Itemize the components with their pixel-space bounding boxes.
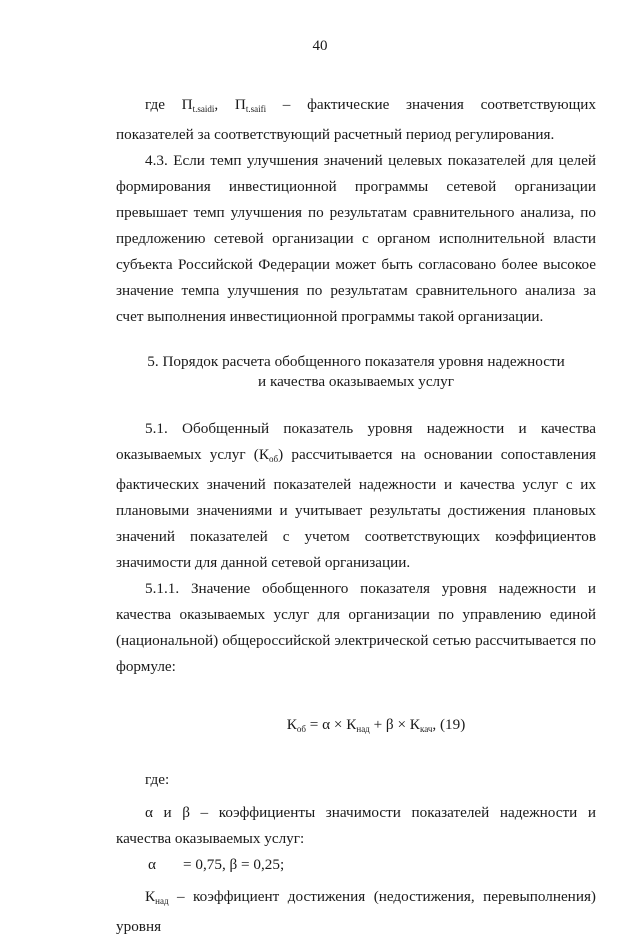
- paragraph-4-3: 4.3. Если темп улучшения значений целевых показателей для целей формирования инвестиционной программы сетевой организации превышает темп улучшения по результатам сравнительного анализа, по предложению сетевой организации с органом исполнительной власти субъекта Российской Федерации может быть согласовано более высокое значение темпа улучшения по результатам сравнительного анализа за счет выполнения инвестиционной программы такой организации.: [116, 152, 596, 325]
- section-heading-line1: 5. Порядок расчета обобщенного показателя уровня надежности: [147, 353, 565, 370]
- formula-19: $К_{об} = \alpha \times К_{над} + \beta \times К_{кач}$, (19): [286, 716, 466, 734]
- where-label: где:: [145, 771, 170, 788]
- paragraph-5-1: 5.1. Обобщенный показатель уровня надежности и качества оказываемых услуг $(К_{об})$ рассчитывается на основании сопоставления фактических значений показателей надежности и качества услуг с их плановыми значениями и учитывает результаты достижения плановых значений показателей с учетом соответствующих коэффициентов значимости для данной сетевой организации.: [116, 420, 596, 571]
- knad-definition: $К_{над}$ – коэффициент достижения (недостижения, перевыполнения) уровня: [116, 888, 596, 935]
- document-body: [116, 92, 596, 940]
- section-heading: [116, 352, 596, 392]
- section-heading-line2: и качества оказываемых услуг: [258, 373, 454, 390]
- paragraph-5-1-1: 5.1.1. Значение обобщенного показателя уровня надежности и качества оказываемых услуг для организации по управлению единой (национальной) общероссийской электрической сетью рассчитывается по формуле:: [116, 580, 596, 675]
- alpha-beta-definition: α и β – коэффициенты значимости показателей надежности и качества оказываемых услуг:: [116, 804, 596, 847]
- page-number: 40: [312, 38, 328, 54]
- alpha-values: α = 0,75, β = 0,25;: [148, 856, 285, 873]
- paragraph-intro: где $П_{t.saidi}$, $П_{t.saifi}$ – фактические значения соответствующих показателей за соответствующий расчетный период регулирования.: [116, 96, 596, 143]
